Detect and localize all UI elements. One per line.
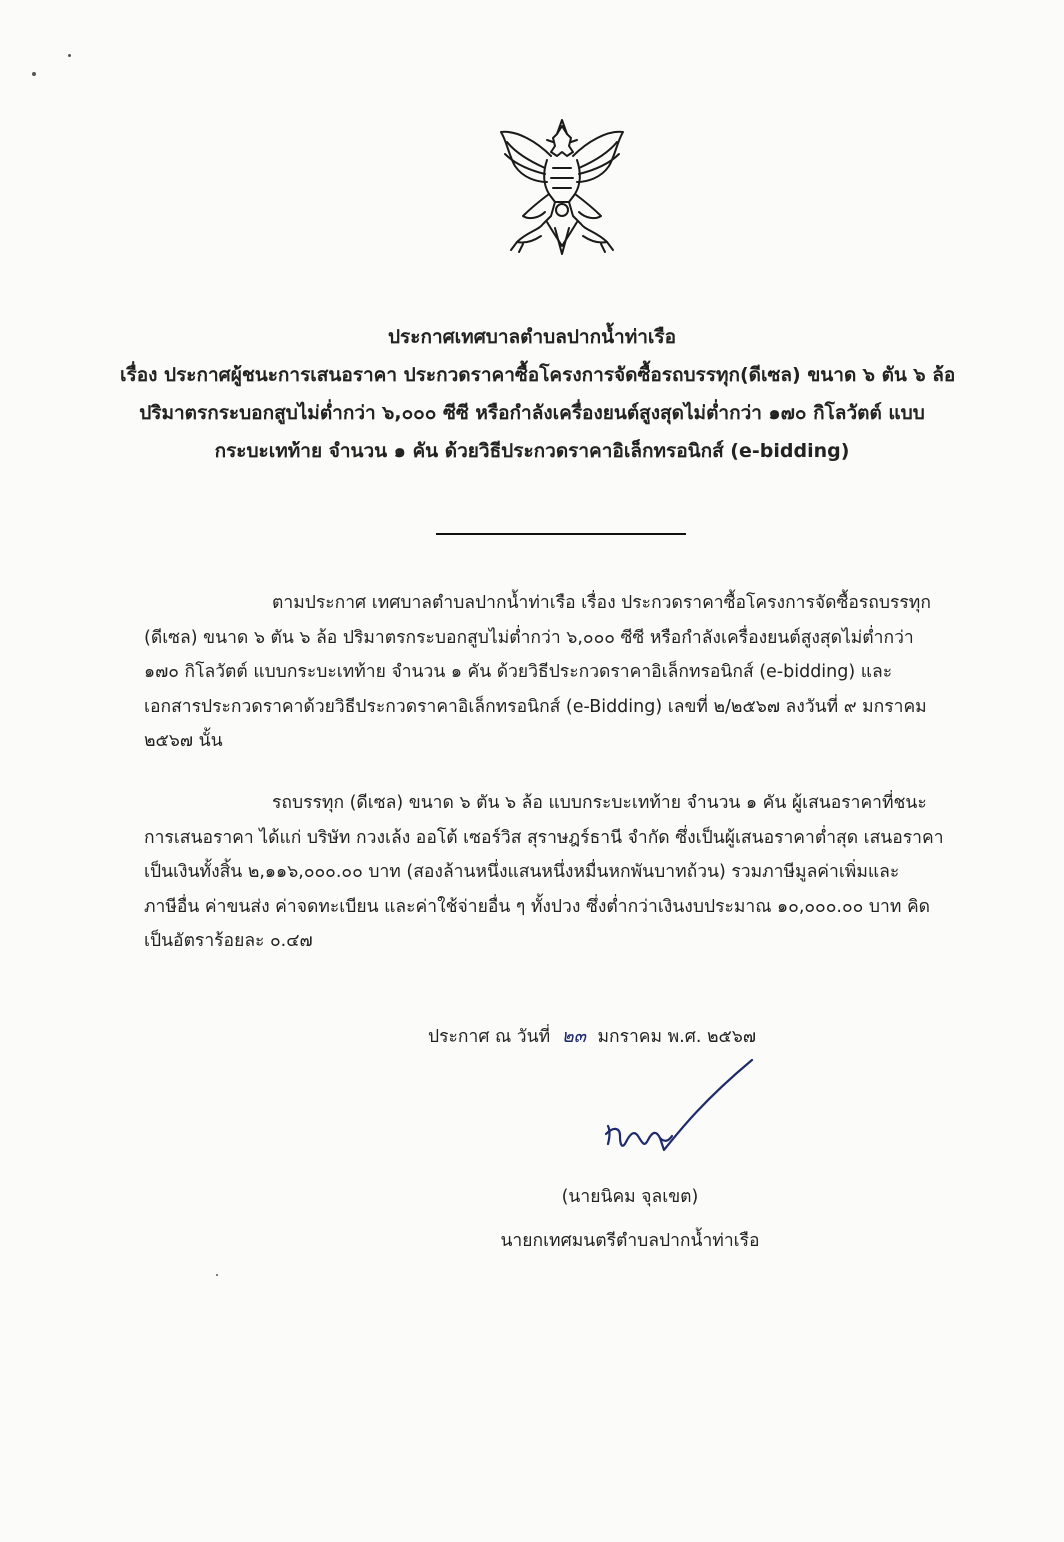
paper-speck (32, 72, 36, 76)
subject-line: เรื่อง ประกาศผู้ชนะการเสนอราคา ประกวดราคาซื้อโครงการจัดซื้อรถบรรทุก(ดีเซล) ขนาด ๖ ตัน ๖ ล้อ (120, 364, 956, 386)
paragraph-line: (ดีเซล) ขนาด ๖ ตัน ๖ ล้อ ปริมาตรกระบอกสูบไม่ต่ำกว่า ๖,๐๐๐ ซีซี หรือกำลังเครื่องยนต์สูงสุดไม่ต่ำกว่า (144, 627, 914, 648)
signer-position: นายกเทศมนตรีตำบลปากน้ำท่าเรือ (500, 1231, 760, 1251)
paper-speck (68, 54, 71, 57)
paragraph-line: การเสนอราคา ได้แก่ บริษัท กวงเล้ง ออโต้ เซอร์วิส สุราษฎร์ธานี จำกัด ซึ่งเป็นผู้เสนอราคาต่ำสุด เสนอราคา (144, 827, 944, 848)
paragraph-line: ตามประกาศ เทศบาลตำบลปากน้ำท่าเรือ เรื่อง ประกวดราคาซื้อโครงการจัดซื้อรถบรรทุก (272, 593, 931, 613)
paragraph-line: เป็นเงินทั้งสิ้น ๒,๑๑๖,๐๐๐.๐๐ บาท (สองล้านหนึ่งแสนหนึ่งหมื่นหกพันบาทถ้วน) รวมภาษีมูลค่าเพิ่มและ (144, 862, 900, 882)
signature-icon (600, 1056, 770, 1166)
body-paragraph-2 (144, 786, 944, 959)
paragraph-line: ภาษีอื่น ค่าขนส่ง ค่าจดทะเบียน และค่าใช้จ่ายอื่น ๆ ทั้งปวง ซึ่งต่ำกว่าเงินงบประมาณ ๑๐,๐๐๐.๐๐ บาท คิด (144, 896, 931, 917)
date-month-year: มกราคม พ.ศ. ๒๕๖๗ (597, 1027, 756, 1047)
date-day-handwritten: ๒๓ (561, 1026, 586, 1047)
announcement-title: ประกาศเทศบาลตำบลปากน้ำท่าเรือ (387, 326, 677, 348)
date-prefix: ประกาศ ณ วันที่ (428, 1027, 551, 1047)
paragraph-line: ๒๕๖๗ นั้น (144, 731, 223, 751)
announcement-subject (120, 356, 956, 470)
paragraph-line: เอกสารประกวดราคาด้วยวิธีประกวดราคาอิเล็กทรอนิกส์ (e-Bidding) เลขที่ ๒/๒๕๖๗ ลงวันที่ ๙ มกราคม (144, 696, 927, 717)
announcement-date (428, 1020, 756, 1054)
paragraph-line: ๑๗๐ กิโลวัตต์ แบบกระบะเทท้าย จำนวน ๑ คัน ด้วยวิธีประกวดราคาอิเล็กทรอนิกส์ (e-bidding) และ (144, 662, 893, 682)
subject-line: ปริมาตรกระบอกสูบไม่ต่ำกว่า ๖,๐๐๐ ซีซี หรือกำลังเครื่องยนต์สูงสุดไม่ต่ำกว่า ๑๗๐ กิโลวัตต์ แบบ (139, 402, 925, 424)
subject-line: กระบะเทท้าย จำนวน ๑ คัน ด้วยวิธีประกวดราคาอิเล็กทรอนิกส์ (e-bidding) (214, 440, 850, 462)
section-divider (436, 533, 686, 535)
garuda-emblem-icon (487, 112, 637, 262)
paragraph-line: รถบรรทุก (ดีเซล) ขนาด ๖ ตัน ๖ ล้อ แบบกระบะเทท้าย จำนวน ๑ คัน ผู้เสนอราคาที่ชนะ (272, 793, 927, 813)
signer-name: (นายนิคม จุลเขต) (561, 1187, 699, 1207)
body-paragraph-1 (144, 586, 944, 759)
paper-speck (216, 1274, 218, 1276)
paragraph-line: เป็นอัตราร้อยละ ๐.๔๗ (144, 931, 313, 951)
